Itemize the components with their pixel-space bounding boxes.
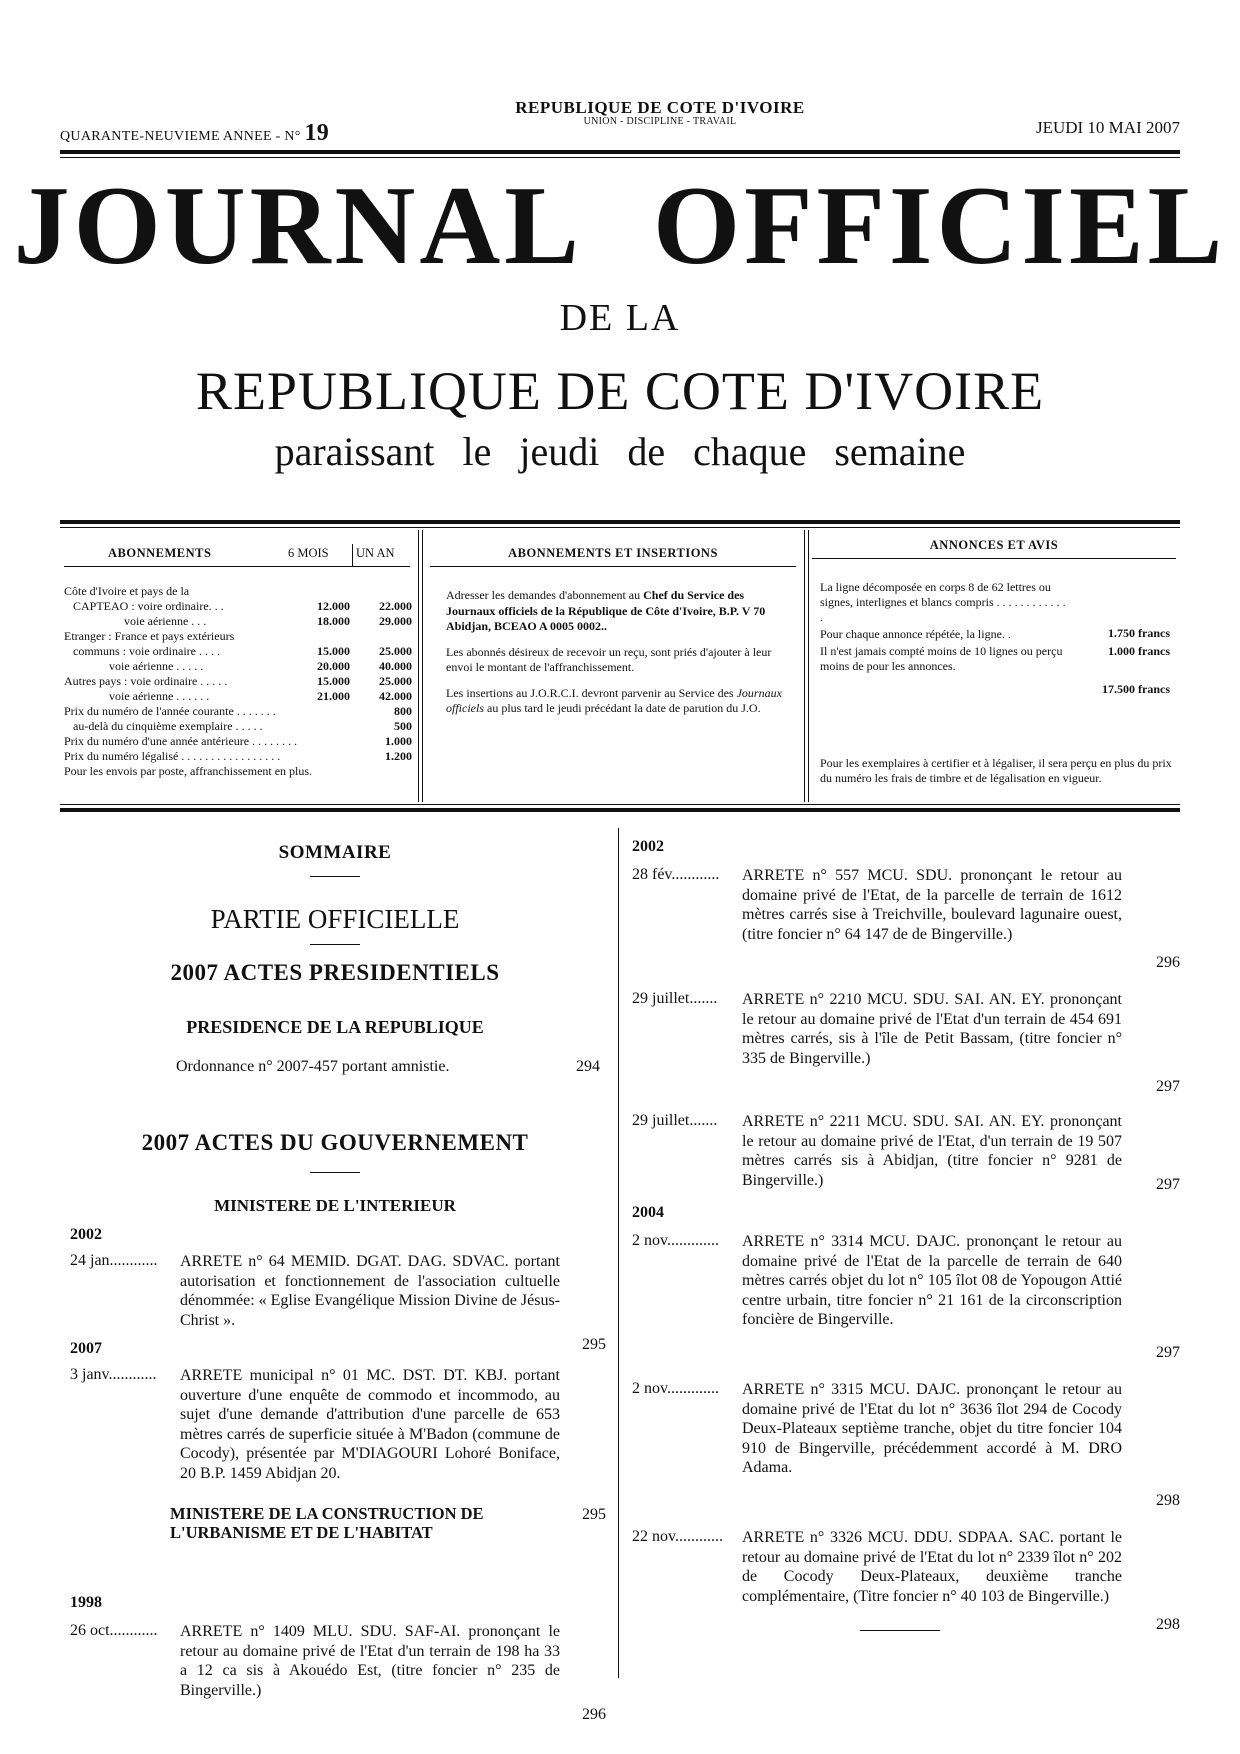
insertions-underline	[430, 566, 796, 567]
annonces-price-3: 17.500 francs	[1102, 682, 1170, 696]
partie-officielle: PARTIE OFFICIELLE	[210, 904, 460, 934]
annonces-p3: Il n'est jamais compté moins de 10 lignes ou perçu moins de pour les annonces.	[820, 644, 1063, 673]
abonnement-unan: 40.000	[379, 659, 412, 673]
ministere-interieur: MINISTERE DE L'INTERIEUR	[214, 1196, 456, 1215]
abonnement-row	[64, 704, 414, 719]
insertions-p3-a: Les insertions au J.O.R.C.I. devront parvenir au Service des	[446, 685, 734, 700]
entry-page: 295	[582, 1506, 606, 1523]
entry-date: 22 nov............	[632, 1528, 723, 1545]
right-year-2002: 2002	[632, 838, 664, 855]
abonnement-row	[64, 644, 414, 659]
box-bottom-rule-thin	[60, 804, 1180, 805]
insertions-p1-b: Chef du Service des Journaux officiels de la République de Côte d'Ivoire, B.P. V 70 Abidjan, BCEAO A 0005 0002..	[446, 588, 766, 633]
abonnement-6mois: 20.000	[317, 659, 350, 673]
entry-text: ARRETE municipal n° 01 MC. DST. DT. KBJ. portant ouverture d'une enquête de commodo et incommodo, au sujet d'une demande d'attribution d'une parcelle de 653 mètres carrés de superficie située à M'Badon (commune de Cocody), présentée par M'DIAGOURI Lohoré Boniface, 20 B.P. 1459 Abidjan 20.	[180, 1367, 560, 1482]
abonnement-label: au-delà du cinquième exemplaire . . . . .	[64, 719, 263, 733]
box-divider-1	[418, 530, 419, 802]
actes-gouvernement: 2007 ACTES DU GOUVERNEMENT	[141, 1130, 529, 1155]
insertions-p1-a: Adresser les demandes d'abonnement au	[446, 588, 641, 602]
entry-date: 26 oct............	[70, 1622, 158, 1639]
abonnement-unan: 22.000	[379, 599, 412, 613]
column-divider	[618, 828, 619, 1678]
annonces-text	[820, 580, 1070, 676]
abonnement-label: CAPTEAO : voire ordinaire. . .	[64, 599, 224, 613]
abonnements-table	[64, 584, 414, 779]
insertions-p3-c: au plus tard le jeudi précédant la date de parution du J.O.	[487, 701, 761, 715]
entry-page: 295	[582, 1336, 606, 1353]
abonnements-underline	[64, 566, 410, 567]
box-bottom-rule	[60, 808, 1180, 812]
entry-date: 3 janv............	[70, 1366, 157, 1383]
header-rule-thick	[60, 150, 1180, 154]
insertions-heading: ABONNEMENTS ET INSERTIONS	[508, 546, 718, 560]
abonnement-label: Prix du numéro légalisé . . . . . . . . . . . . . . . . .	[64, 749, 281, 763]
entry-text: ARRETE n° 2211 MCU. SDU. SAI. AN. EY. prononçant le retour au domaine privé de l'Etat, d'un terrain de 19 507 mètres carrés sis à Abidjan, (titre foncier n° 9281 de Bingerville.)	[742, 1113, 1122, 1189]
end-dash	[860, 1630, 940, 1631]
annonces-p1: La ligne décomposée en corps 8 de 62 lettres ou signes, interlignes et blancs compris . . . . . . . . . . . . .	[820, 580, 1066, 624]
tagline: paraissant le jeudi de chaque semaine	[274, 429, 966, 474]
col-6mois: 6 MOIS	[288, 546, 329, 560]
entry-text: ARRETE n° 64 MEMID. DGAT. DAG. SDVAC. portant autorisation et fonctionnement de l'association cultuelle dénommée: « Eglise Evangélique Mission Divine de Jésus-Christ ».	[180, 1253, 560, 1329]
box-divider-2b	[808, 530, 809, 802]
issue-label: QUARANTE-NEUVIEME ANNEE - N°	[60, 129, 301, 144]
entry-page: 298	[1156, 1616, 1180, 1633]
ordonnance-page: 294	[576, 1058, 600, 1075]
entry-page: 296	[582, 1706, 606, 1723]
title-de-la: DE LA	[559, 297, 681, 339]
right-year-2004: 2004	[632, 1204, 664, 1221]
abonnement-row	[64, 719, 414, 734]
abonnement-row	[64, 584, 414, 599]
abonnement-unan: 29.000	[379, 614, 412, 628]
ordonnance-entry: Ordonnance n° 2007-457 portant amnistie.	[176, 1058, 450, 1075]
entry-page: 298	[1156, 1492, 1180, 1509]
title-officiel: OFFICIEL	[652, 164, 1227, 288]
col-unan: UN AN	[356, 546, 395, 560]
abonnement-6mois: 12.000	[317, 599, 350, 613]
journal-title	[0, 164, 1240, 288]
entry-text: ARRETE n° 2210 MCU. SDU. SAI. AN. EY. prononçant le retour au domaine privé de l'Etat d'un terrain de 454 691 mètres carrés, sis à l'île de Petit Bassam, (titre foncier n° 335 de Bingerville.)	[742, 991, 1122, 1067]
abonnement-row	[64, 614, 414, 629]
abonnement-unan: 1.200	[385, 749, 412, 763]
annonces-bottom: Pour les exemplaires à certifier et à légaliser, il sera perçu en plus du prix du numéro les frais de timbre et de légalisation en vigueur.	[820, 756, 1172, 785]
abonnement-label: Pour les envois par poste, affranchissement en plus.	[64, 764, 313, 778]
entry-page: 296	[1156, 954, 1180, 971]
entry-date: 29 juillet.......	[632, 990, 718, 1007]
republic-header	[480, 98, 840, 127]
abonnement-unan: 500	[394, 719, 412, 733]
abonnement-6mois: 21.000	[317, 689, 350, 703]
republic-motto: UNION - DISCIPLINE - TRAVAIL	[583, 116, 737, 127]
abonnement-label: Prix du numéro de l'année courante . . . . . . .	[64, 704, 276, 718]
entry-text: ARRETE n° 1409 MLU. SDU. SAF-AI. prononçant le retour au domaine privé de l'Etat d'un terrain de 198 ha 33 a 12 ca sis à Akouédo Est, (titre foncier n° 235 de Bingerville.)	[180, 1623, 560, 1699]
entry-year: 2002	[70, 1226, 102, 1243]
entry-year: 2007	[70, 1340, 102, 1357]
abonnement-unan: 1.000	[385, 734, 412, 748]
abonnement-label: voie aérienne . . .	[64, 614, 207, 628]
header-rule-thin	[60, 157, 1180, 158]
entry-text: ARRETE n° 3314 MCU. DAJC. prononçant le retour au domaine privé de l'Etat de la parcelle de terrain de 640 mètres carrés objet du lot n° 105 îlot 08 de Yopougon Attié centre urbain, titre foncier n° 21 161 de la circonscription foncière de Bingerville.	[742, 1233, 1122, 1328]
entry-page: 297	[1156, 1176, 1180, 1193]
abonnement-unan: 42.000	[379, 689, 412, 703]
abonnement-label: Autres pays : voie ordinaire . . . . .	[64, 674, 228, 688]
abonnement-6mois: 15.000	[317, 674, 350, 688]
abonnement-6mois: 15.000	[317, 644, 350, 658]
abonnement-row	[64, 629, 414, 644]
abonnement-unan: 25.000	[379, 674, 412, 688]
title-journal: JOURNAL	[13, 164, 583, 288]
box-top-rule	[60, 520, 1180, 524]
abonnement-row	[64, 764, 414, 779]
partie-dash	[310, 944, 360, 945]
insertions-p3	[446, 686, 788, 717]
abonnement-label: Etranger : France et pays extérieurs	[64, 629, 235, 643]
issue-line	[60, 120, 329, 147]
entry-date: 28 fév............	[632, 866, 720, 883]
insertions-p1	[446, 588, 788, 635]
annonces-price-1: 1.750 francs	[1108, 626, 1170, 640]
abonnements-col-sep	[352, 544, 353, 566]
entry-date: 2 nov.............	[632, 1380, 719, 1397]
entry-page: 297	[1156, 1078, 1180, 1095]
entry-text: ARRETE n° 3326 MCU. DDU. SDPAA. SAC. portant le retour au domaine privé de l'Etat du lot n° 2339 îlot n° 202 de Cocody Deux-Plateaux, deuxième tranche complémentaire, (Titre foncier n° 40 103 de Bingerville.)	[742, 1529, 1122, 1605]
entry-text: ARRETE n° 3315 MCU. DAJC. prononçant le retour au domaine privé de l'Etat du lot n° 3636 îlot 294 de Cocody Deux-Plateaux septième tranche, objet du titre foncier 104 910 de Bingerville, précédemment accordé à M. DRO Adama.	[742, 1381, 1122, 1476]
abonnement-row	[64, 734, 414, 749]
abonnement-label: Prix du numéro d'une année antérieure . . . . . . . .	[64, 734, 298, 748]
abonnement-label: voie aérienne . . . . . .	[64, 689, 210, 703]
entry-date: 29 juillet.......	[632, 1112, 718, 1129]
title-republique: REPUBLIQUE DE COTE D'IVOIRE	[195, 361, 1045, 421]
box-divider-2	[804, 530, 805, 802]
issue-number: 19	[304, 120, 330, 146]
republic-name: REPUBLIQUE DE COTE D'IVOIRE	[515, 98, 805, 117]
annonces-price-2: 1.000 francs	[1108, 644, 1170, 658]
sommaire-dash	[310, 876, 360, 877]
insertions-p3-b: Journaux officiels	[446, 685, 782, 715]
abonnement-unan: 800	[394, 704, 412, 718]
entry-page: 297	[1156, 1344, 1180, 1361]
annonces-p2: Pour chaque annonce répétée, la ligne. .	[820, 627, 1011, 641]
abonnement-row	[64, 674, 414, 689]
ministere-construction: MINISTERE DE LA CONSTRUCTION DE L'URBANISME ET DE L'HABITAT	[170, 1504, 484, 1542]
actes-presidentiels: 2007 ACTES PRESIDENTIELS	[170, 960, 500, 985]
annonces-underline	[812, 558, 1176, 559]
abonnements-heading: ABONNEMENTS	[108, 546, 212, 560]
abonnement-label: Côte d'Ivoire et pays de la	[64, 584, 190, 598]
abonnement-row	[64, 599, 414, 614]
sommaire-title: SOMMAIRE	[278, 842, 392, 863]
insertions-p2: Les abonnés désireux de recevoir un reçu, sont priés d'ajouter à leur envoi le montant de l'affranchissement.	[446, 644, 772, 674]
presidence-heading: PRESIDENCE DE LA REPUBLIQUE	[186, 1017, 484, 1037]
entry-date: 24 jan............	[70, 1252, 158, 1269]
abonnement-label: voie aérienne . . . . .	[64, 659, 204, 673]
abonnement-row	[64, 689, 414, 704]
gouv-dash	[310, 1172, 360, 1173]
entry-date: 2 nov.............	[632, 1232, 719, 1249]
abonnement-6mois: 18.000	[317, 614, 350, 628]
entry-text: ARRETE n° 557 MCU. SDU. prononçant le retour au domaine privé de l'Etat, de la parcelle de terrain de 1612 mètres carrés sise à Treichville, boulevard lagunaire ouest, (titre foncier n° 64 147 de de Bingerville.)	[742, 867, 1122, 943]
entry-year: 1998	[70, 1594, 102, 1611]
box-divider-1b	[422, 530, 423, 802]
abonnement-row	[64, 659, 414, 674]
annonces-heading: ANNONCES ET AVIS	[929, 538, 1059, 552]
issue-date: JEUDI 10 MAI 2007	[1035, 118, 1180, 137]
abonnement-row	[64, 749, 414, 764]
abonnement-label: communs : voie ordinaire . . . .	[64, 644, 220, 658]
insertions-text	[446, 588, 788, 727]
abonnement-unan: 25.000	[379, 644, 412, 658]
box-top-rule-thin	[60, 527, 1180, 528]
